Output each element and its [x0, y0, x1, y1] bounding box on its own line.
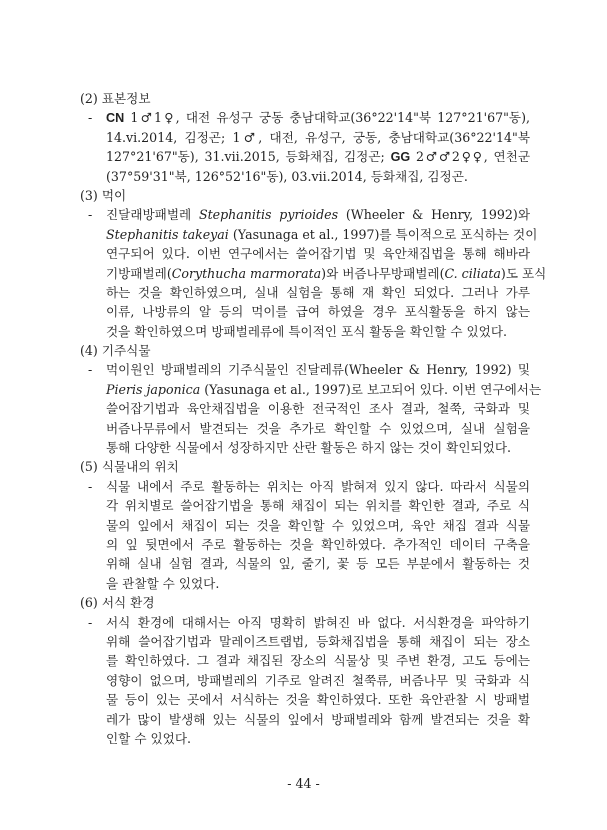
text-line	[106, 283, 530, 302]
section-paragraph	[80, 108, 530, 186]
text-line	[106, 710, 530, 729]
text-line	[106, 438, 530, 457]
text-line	[106, 574, 530, 593]
text-segment: 먹이원인 방패벌레의 기주식물인 진달레류(Wheeler & Henry, 1992) 및	[106, 362, 530, 378]
text-segment: )와 버즘나무방패벌레(	[321, 265, 445, 281]
section-heading: (3) 먹이	[80, 187, 127, 203]
text-line	[106, 128, 530, 147]
text-segment: 서식 환경에 대해서는 아직 명확히 밝혀진 바 없다. 서식환경을 파악하기	[106, 614, 530, 630]
section-heading: (5) 식물내의 위치	[80, 459, 179, 475]
text-line	[106, 322, 530, 341]
text-line	[106, 264, 547, 283]
text-line	[106, 108, 530, 127]
text-line	[106, 477, 530, 496]
page-number: - 44 -	[287, 776, 320, 791]
text-line	[106, 632, 530, 651]
text-segment: 인할 수 있었다.	[106, 730, 192, 746]
text-segment: 기방패벌레(	[106, 265, 172, 281]
text-line	[106, 399, 530, 418]
text-line	[106, 360, 530, 379]
text-line	[106, 535, 530, 554]
text-segment: 2♂♂2♀♀, 연천군	[410, 149, 530, 165]
text-line	[106, 729, 530, 748]
text-segment: (37°59'31"북, 126°52'16"동), 03.vii.2014, 등화채집, 김정곤.	[106, 168, 468, 184]
text-segment: 1♂1♀, 대전 유성구 궁동 충남대학교(36°22'14"북 127°21'67"동),	[124, 110, 530, 126]
text-segment: 식물 내에서 주로 활동하는 위치는 아직 밝혀져 있지 않다. 따라서 식물의	[106, 478, 530, 494]
italic-text: Stephanitis takeyai	[106, 226, 229, 242]
text-line	[106, 690, 530, 709]
text-segment: 이류, 나방류의 알 등의 먹이를 급여 하였을 경우 포식활동을 하지 않는	[106, 304, 530, 320]
bullet-dash: -	[88, 362, 93, 378]
text-segment: 127°21'67"동), 31.vii.2015, 등화채집, 김정곤;	[106, 149, 391, 165]
section-heading: (6) 서식 환경	[80, 595, 155, 611]
text-line	[106, 205, 530, 224]
text-segment: (Wheeler & Henry, 1992)와	[338, 207, 530, 223]
section-paragraph	[80, 477, 530, 593]
bold-text: GG	[390, 150, 411, 165]
text-line	[106, 225, 538, 244]
text-line	[106, 147, 530, 166]
text-line	[106, 419, 530, 438]
text-line	[106, 613, 530, 632]
text-segment: 14.vi.2014, 김정곤; 1♂, 대전, 유성구, 궁동, 충남대학교(36°22'14"북	[106, 129, 530, 145]
text-segment: 하는 것을 확인하였으며, 실내 실험을 통해 재 확인 되었다. 그러나 가루	[106, 284, 530, 300]
text-line	[106, 380, 542, 399]
text-segment: 것을 확인하였으며 방패벌레류에 특이적인 포식 활동을 확인할 수 있었다.	[106, 323, 507, 339]
text-segment: (Yasunaga et al., 1997)를 특이적으로 포식하는 것이	[228, 226, 538, 242]
section-paragraph	[80, 360, 542, 457]
text-segment: 각 위치별로 쓸어잡기법을 통해 채집이 되는 위치를 확인한 결과, 주로 식	[106, 498, 530, 514]
bullet-dash: -	[88, 478, 93, 494]
text-segment: 레가 많이 발생해 있는 식물의 잎에서 방패벌레와 함께 발견되는 것을 확	[106, 711, 530, 727]
section-heading: (4) 기주식물	[80, 343, 151, 359]
italic-text: C. ciliata	[444, 265, 501, 281]
italic-text: Corythucha marmorata	[171, 265, 322, 281]
bullet-dash: -	[88, 614, 93, 630]
italic-text: Pieris japonica	[106, 381, 201, 397]
text-line	[106, 167, 530, 186]
text-line	[106, 671, 530, 690]
text-segment: 위해 실내 실험 결과, 식물의 잎, 줄기, 꽃 등 모든 부분에서 활동하는 것	[106, 556, 530, 572]
bullet-dash: -	[88, 110, 93, 126]
text-segment: 진달래방패벌레	[106, 207, 199, 223]
text-segment: 물의 잎에서 채집이 되는 것을 확인할 수 있었으며, 육안 채집 결과 식물	[106, 517, 530, 533]
document-body	[80, 89, 547, 748]
text-line	[106, 244, 530, 263]
bullet-dash: -	[88, 207, 93, 223]
text-segment: 통해 다양한 식물에서 성장하지만 산란 활동은 하지 않는 것이 확인되었다.	[106, 440, 511, 456]
text-segment: 의 잎 뒷면에서 주로 활동하는 것을 확인하였다. 추가적인 데이터 구축을	[106, 536, 530, 552]
text-line	[106, 516, 530, 535]
text-segment: 물 등이 있는 곳에서 서식하는 것을 확인하였다. 또한 육안관찰 시 방패벌	[106, 692, 530, 708]
text-segment: )도 포식	[500, 265, 547, 281]
section-paragraph	[80, 205, 547, 341]
text-segment: (Yasunaga et al., 1997)로 보고되어 있다. 이번 연구에서는	[200, 381, 542, 397]
section-heading: (2) 표본정보	[80, 91, 151, 106]
text-segment: 를 확인하였다. 그 결과 채집된 장소의 식물상 및 주변 환경, 고도 등에는	[106, 653, 530, 669]
text-line	[106, 554, 530, 573]
text-segment: 을 관찰할 수 있었다.	[106, 575, 220, 591]
section-paragraph	[80, 613, 530, 749]
text-segment: 연구되어 있다. 이번 연구에서는 쓸어잡기법 및 육안채집법을 통해 해바라	[106, 246, 530, 262]
text-segment: 버즘나무류에서 발견되는 것을 추가로 확인할 수 있었으며, 실내 실험을	[106, 420, 530, 436]
text-segment: 쓸어잡기법과 육안채집법을 이용한 전국적인 조사 결과, 철쭉, 국화과 및	[106, 401, 530, 417]
italic-text: Stephanitis pyrioides	[198, 207, 339, 223]
text-segment: 영향이 없으며, 방패벌레의 기주로 알려진 철쭉류, 버즘나무 및 국화과 식	[106, 672, 530, 688]
text-segment: 위해 쓸어잡기법과 말레이즈트랩법, 등화채집법을 통해 채집이 되는 장소	[106, 633, 530, 649]
text-line	[106, 302, 530, 321]
text-line	[106, 651, 530, 670]
text-line	[106, 496, 530, 515]
bold-text: CN	[106, 111, 125, 126]
